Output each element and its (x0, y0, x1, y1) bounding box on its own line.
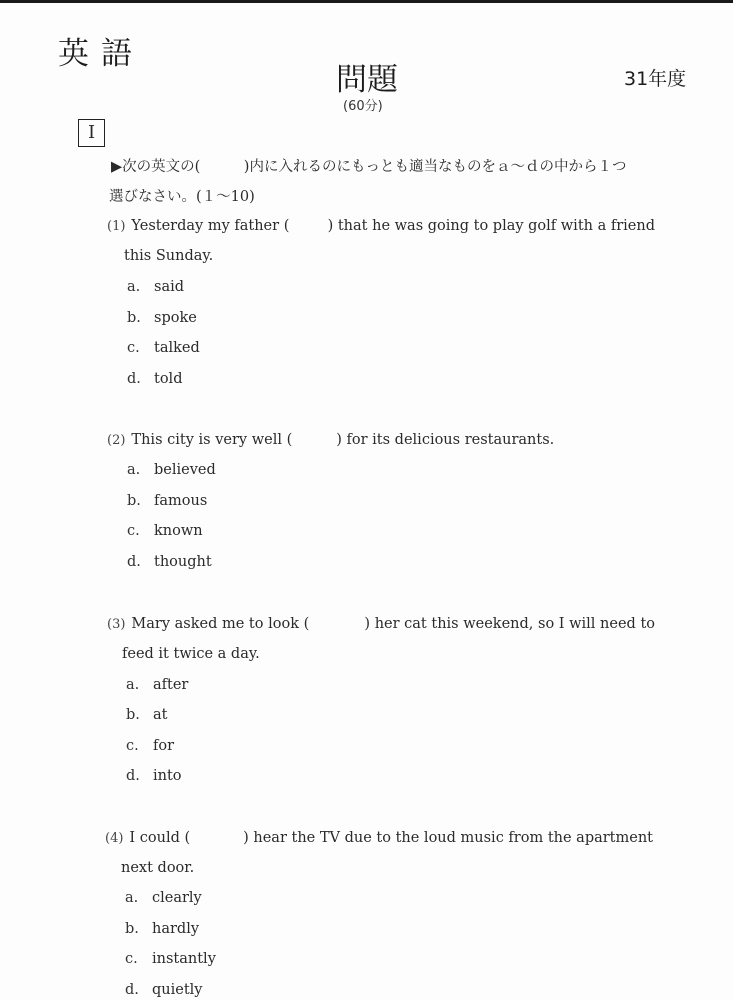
question-2-stem: (2) This city is very well ( ) for its delicious restaurants. (107, 432, 555, 448)
instruction-line-2: 選びなさい。(１～10) (109, 189, 255, 205)
question-4-continuation: next door. (121, 860, 195, 876)
option-2d[interactable]: d. thought (127, 554, 212, 570)
answer-blank-open: ( (283, 218, 290, 234)
question-3-continuation: feed it twice a day. (122, 646, 260, 662)
option-1c[interactable]: c. talked (127, 340, 200, 356)
option-3c[interactable]: c. for (126, 738, 175, 754)
option-4c[interactable]: c. instantly (125, 951, 216, 967)
question-3-stem: (3) Mary asked me to look ( ) her cat this weekend, so I will need to (107, 616, 655, 632)
question-4-stem: (4) I could ( ) hear the TV due to the loud music from the apartment (105, 830, 653, 846)
option-4a[interactable]: a. clearly (125, 890, 202, 906)
option-1a[interactable]: a. said (127, 279, 185, 295)
exam-year: 31年度 (624, 68, 687, 90)
question-number: (3) (107, 617, 126, 632)
page-title: 問題 (336, 62, 398, 98)
subject-heading: 英語 (58, 36, 144, 72)
answer-blank-open: ( (303, 616, 310, 632)
answer-blank-close: ) (336, 432, 342, 448)
top-rule (0, 0, 733, 3)
question-1-continuation: this Sunday. (124, 248, 214, 264)
question-number: (1) (107, 219, 126, 234)
option-2b[interactable]: b. famous (127, 493, 208, 509)
question-number: (2) (107, 433, 126, 448)
answer-blank-open: ( (184, 830, 191, 846)
option-2a[interactable]: a. believed (127, 462, 216, 478)
option-3a[interactable]: a. after (126, 677, 189, 693)
question-number: (4) (105, 831, 124, 846)
question-1-stem: (1) Yesterday my father ( ) that he was going to play golf with a friend (107, 218, 655, 234)
exam-duration: (60分) (343, 99, 383, 114)
answer-blank-open: ( (286, 432, 293, 448)
option-1d[interactable]: d. told (127, 371, 183, 387)
option-2c[interactable]: c. known (127, 523, 203, 539)
section-number-box: I (78, 119, 105, 147)
option-3b[interactable]: b. at (126, 707, 168, 723)
option-4d[interactable]: d. quietly (125, 982, 203, 998)
answer-blank-close: ) (327, 218, 334, 234)
option-1b[interactable]: b. spoke (127, 310, 197, 326)
answer-blank-close: ) (364, 616, 371, 632)
answer-blank-close: ) (243, 830, 249, 846)
instruction-line-1: ▶次の英文の( )内に入れるのにもっとも適当なものをａ～ｄの中から１つ (111, 159, 627, 175)
option-4b[interactable]: b. hardly (125, 921, 200, 937)
option-3d[interactable]: d. into (126, 768, 182, 784)
